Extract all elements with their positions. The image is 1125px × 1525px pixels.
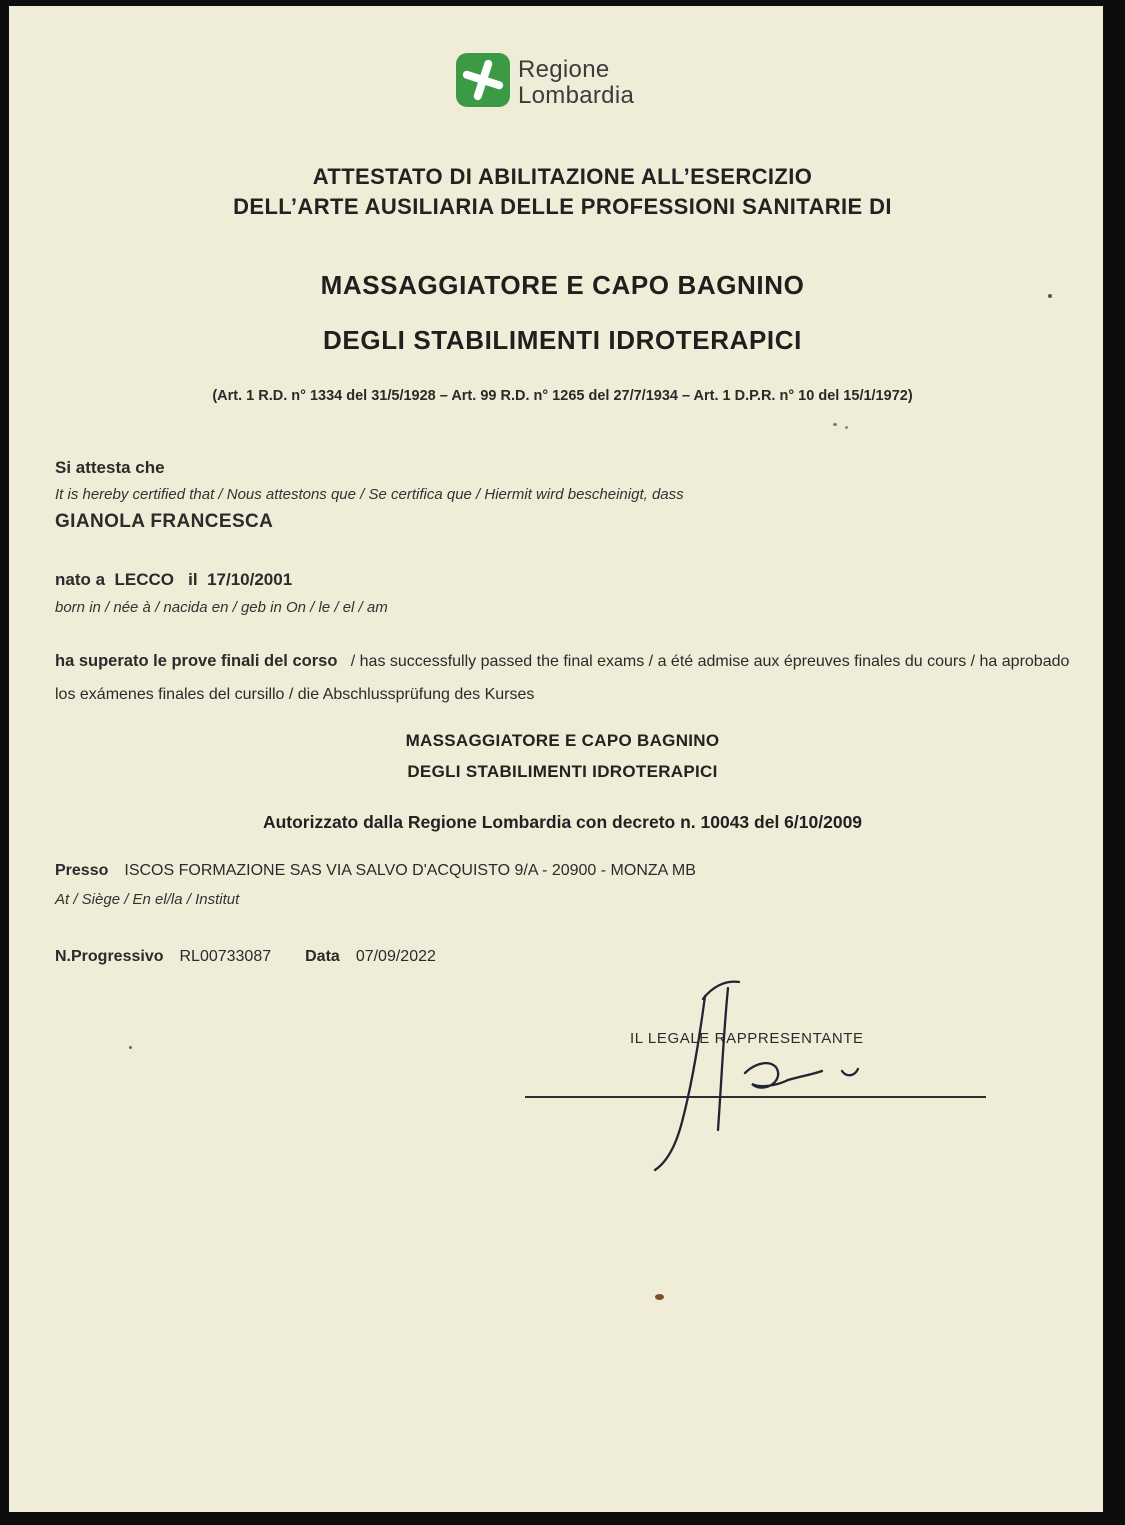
scan-edge-bottom bbox=[0, 1512, 1125, 1525]
authorization-line: Autorizzato dalla Regione Lombardia con decreto n. 10043 del 6/10/2009 bbox=[262, 812, 863, 832]
attest-translations: It is hereby certified that / Nous attestons que / Se certifica que / Hiermit wird bescheinigt, dass bbox=[55, 486, 684, 503]
certificate-title-line2: DELL’ARTE AUSILIARIA DELLE PROFESSIONI SANITARIE DI bbox=[233, 194, 892, 219]
presso-translations: At / Siège / En el/la / Institut bbox=[55, 891, 240, 908]
regione-lombardia-logo-icon bbox=[455, 52, 511, 108]
signature-ink bbox=[655, 982, 858, 1170]
progressivo-label: N.Progressivo bbox=[55, 948, 164, 965]
scan-speck bbox=[833, 423, 837, 426]
data-value: 07/09/2022 bbox=[355, 948, 436, 965]
data-label: Data bbox=[305, 948, 340, 965]
birth-translations: born in / née à / nacida en / geb in On / le / el / am bbox=[55, 599, 388, 616]
handwritten-signature bbox=[520, 972, 1000, 1187]
scan-speck bbox=[1048, 294, 1052, 298]
certificate-title-line1: ATTESTATO DI ABILITAZIONE ALL’ESERCIZIO bbox=[312, 164, 813, 189]
course-line2: DEGLI STABILIMENTI IDROTERAPICI bbox=[407, 762, 718, 781]
brand-line1: Regione bbox=[518, 56, 610, 83]
passed-line2: los exámenes finales del cursillo / die Abschlussprüfung des Kurses bbox=[55, 686, 535, 703]
passed-bold: ha superato le prove finali del corso bbox=[55, 652, 338, 670]
presso-row bbox=[55, 862, 696, 880]
passed-paragraph bbox=[55, 645, 1070, 711]
scan-speck bbox=[129, 1046, 132, 1049]
passed-line1-rest: / has successfully passed the final exams / a été admise aux épreuves finales du cours / ha aprobado bbox=[337, 653, 1070, 670]
scan-edge-top bbox=[0, 0, 1125, 6]
attest-label: Si attesta che bbox=[55, 458, 165, 477]
holder-name: GIANOLA FRANCESCA bbox=[55, 511, 274, 532]
scan-speck bbox=[655, 1294, 664, 1300]
presso-value: ISCOS FORMAZIONE SAS VIA SALVO D'ACQUISTO 9/A - 20900 - MONZA MB bbox=[124, 862, 696, 879]
legal-representative-label: IL LEGALE RAPPRESENTANTE bbox=[630, 1030, 864, 1047]
progressivo-row bbox=[55, 948, 436, 966]
profession-title-line1: MASSAGGIATORE E CAPO BAGNINO bbox=[320, 270, 805, 300]
presso-label: Presso bbox=[55, 862, 109, 879]
brand-wordmark bbox=[518, 57, 634, 109]
course-line1: MASSAGGIATORE E CAPO BAGNINO bbox=[405, 731, 720, 750]
brand-line2: Lombardia bbox=[518, 82, 635, 109]
progressivo-value: RL00733087 bbox=[179, 948, 272, 965]
profession-title-line2: DEGLI STABILIMENTI IDROTERAPICI bbox=[323, 325, 802, 355]
birth-line: nato a LECCO il 17/10/2001 bbox=[55, 570, 293, 589]
scan-speck bbox=[845, 426, 848, 429]
passed-line1 bbox=[55, 645, 1070, 678]
law-reference: (Art. 1 R.D. n° 1334 del 31/5/1928 – Art. 99 R.D. n° 1265 del 27/7/1934 – Art. 1 D.P.R. n° 10 del 15/1/1972) bbox=[212, 388, 913, 404]
